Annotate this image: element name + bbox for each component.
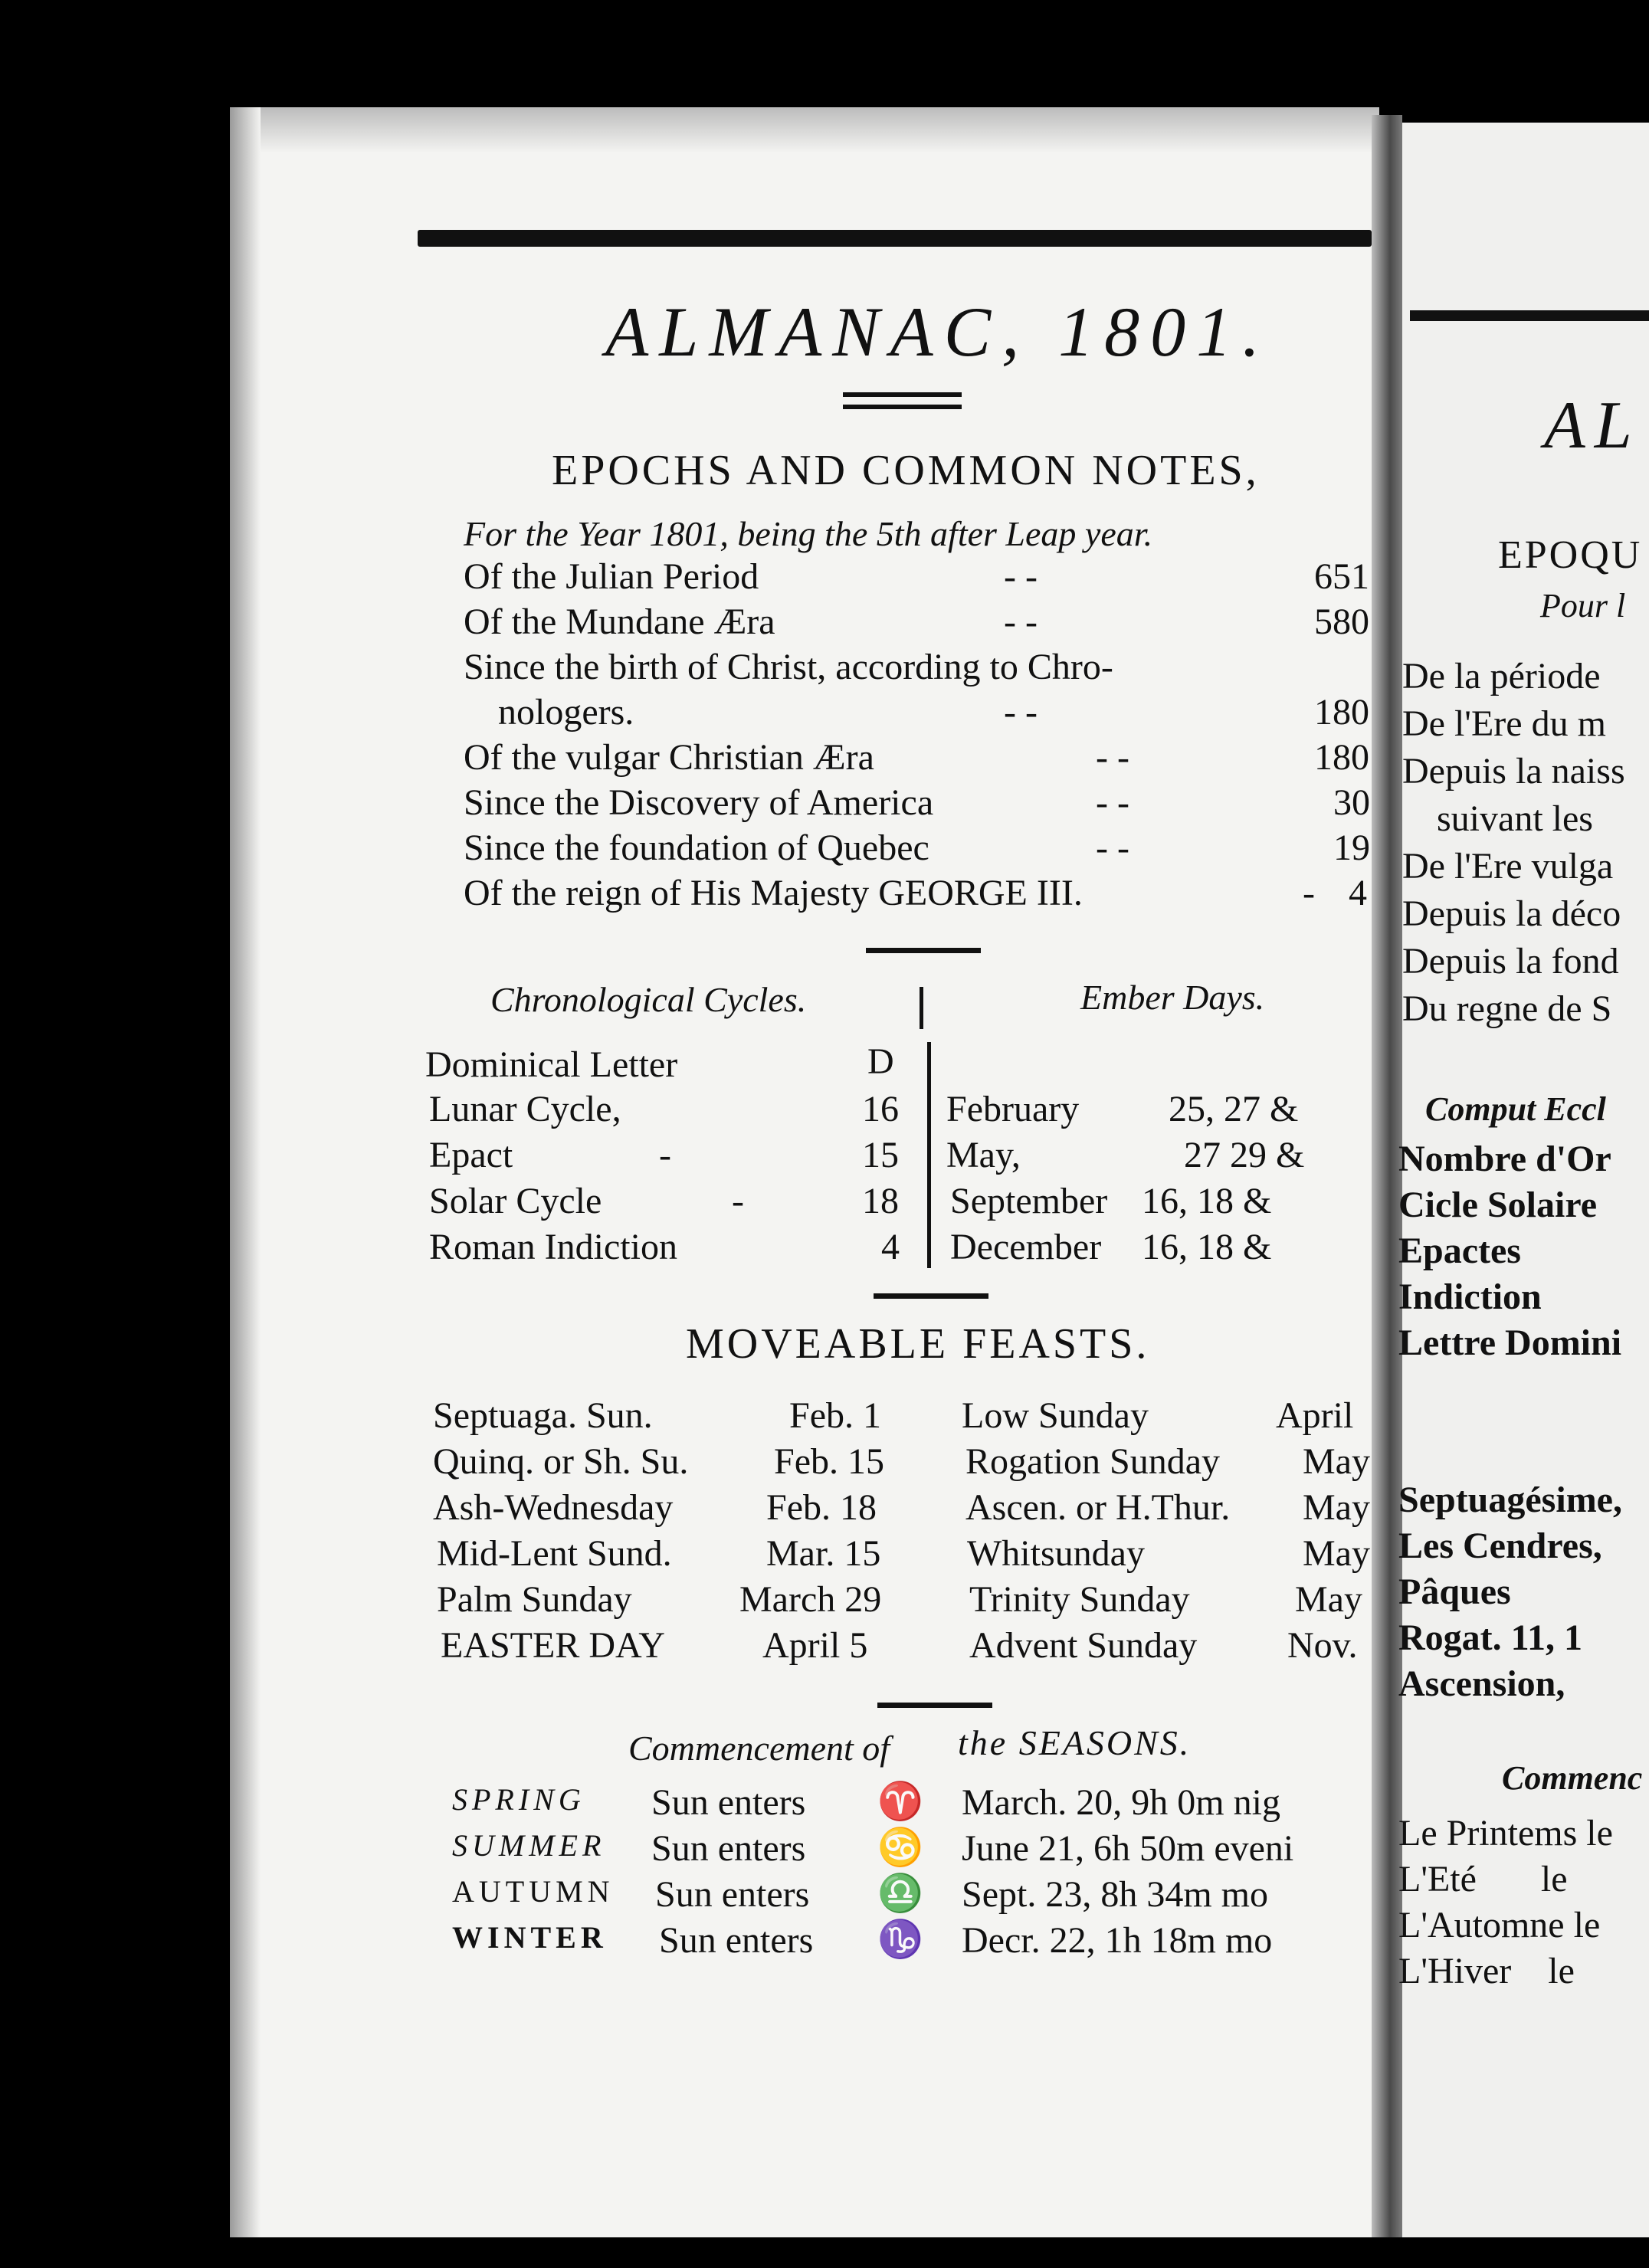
right-line: De l'Ere du m xyxy=(1402,703,1606,744)
title-double-rule-top xyxy=(843,392,962,397)
right-page-content xyxy=(1395,123,1649,2237)
epoch-label: Since the Discovery of America xyxy=(464,782,934,823)
right-line: Depuis la naiss xyxy=(1402,751,1625,792)
ember-month: February xyxy=(946,1089,1080,1129)
page-top-shadow xyxy=(230,107,1379,153)
right-season-line: Le Printems le xyxy=(1398,1813,1613,1853)
season-name: WINTER xyxy=(452,1920,608,1955)
epoch-dashes: - xyxy=(1303,873,1315,913)
ember-heading: Ember Days. xyxy=(1080,978,1265,1017)
cycle-dash: - xyxy=(732,1181,744,1221)
season-text: Sun enters xyxy=(655,1874,810,1915)
season-name: SUMMER xyxy=(452,1828,606,1863)
epochs-heading: EPOCHS AND COMMON NOTES, xyxy=(552,447,1260,494)
epoch-value: 4 xyxy=(1349,873,1367,913)
right-line: De l'Ere vulga xyxy=(1402,846,1614,887)
right-comput-line: Lettre Domini xyxy=(1398,1322,1622,1363)
right-line: suivant les xyxy=(1437,798,1593,839)
feast-name: Septuaga. Sun. xyxy=(433,1395,653,1436)
right-feast-line: Les Cendres, xyxy=(1398,1526,1602,1566)
epoch-label: Of the Julian Period xyxy=(464,556,759,597)
epoch-label: Of the Mundane Æra xyxy=(464,601,775,642)
cycle-value: 16 xyxy=(862,1089,899,1129)
cycle-value: 4 xyxy=(881,1227,900,1267)
right-line: Depuis la déco xyxy=(1402,893,1621,934)
feast-name: Palm Sunday xyxy=(437,1579,632,1620)
feast-name: Quinq. or Sh. Su. xyxy=(433,1441,689,1482)
libra-icon: ♎ xyxy=(877,1873,923,1914)
ember-days: 27 29 & xyxy=(1184,1135,1305,1175)
seasons-heading-left: Commencement of xyxy=(628,1729,890,1768)
right-line: De la période xyxy=(1402,656,1601,696)
cycle-label: Solar Cycle xyxy=(429,1181,602,1221)
feast-date: May xyxy=(1303,1487,1370,1528)
right-season-line: L'Automne le xyxy=(1398,1905,1601,1945)
right-line: Du regne de S xyxy=(1402,988,1612,1029)
cycles-divider xyxy=(927,1042,931,1268)
epoch-value: 19 xyxy=(1333,828,1370,868)
right-seasons-heading: Commenc xyxy=(1502,1759,1643,1797)
right-comput-line: Cicle Solaire xyxy=(1398,1185,1598,1225)
season-when: June 21, 6h 50m eveni xyxy=(962,1828,1294,1869)
epoch-dashes: - - xyxy=(1096,828,1129,868)
cycle-value: 18 xyxy=(862,1181,899,1221)
epoch-dashes: - - xyxy=(1004,692,1038,733)
epoch-value: 580 xyxy=(1314,601,1369,642)
feast-date: Mar. 15 xyxy=(766,1533,881,1574)
epoch-value: 180 xyxy=(1314,737,1369,778)
feast-date: April 5 xyxy=(762,1625,868,1666)
epoch-label: nologers. xyxy=(498,692,634,733)
feast-name: Advent Sunday xyxy=(969,1625,1198,1666)
cycles-divider-top xyxy=(920,987,923,1029)
cycle-value: D xyxy=(867,1041,894,1082)
season-text: Sun enters xyxy=(651,1782,806,1823)
right-title: AL xyxy=(1544,388,1641,463)
right-top-rule xyxy=(1410,310,1649,321)
feast-date: Feb. 1 xyxy=(789,1395,881,1436)
seasons-heading-right: the SEASONS. xyxy=(958,1723,1192,1762)
cancer-icon: ♋ xyxy=(877,1827,923,1868)
right-comput-line: Epactes xyxy=(1398,1231,1521,1271)
cycle-value: 15 xyxy=(862,1135,899,1175)
feast-date: Nov. xyxy=(1287,1625,1358,1666)
ember-month: September xyxy=(950,1181,1108,1221)
feast-date: May xyxy=(1295,1579,1362,1620)
ember-month: May, xyxy=(946,1135,1021,1175)
feast-date: Feb. 18 xyxy=(766,1487,877,1528)
feast-name: Low Sunday xyxy=(962,1395,1149,1436)
cycle-label: Roman Indiction xyxy=(429,1227,677,1267)
right-feast-line: Septuagésime, xyxy=(1398,1480,1622,1520)
epoch-label: Since the foundation of Quebec xyxy=(464,828,929,868)
season-name: SPRING xyxy=(452,1782,585,1817)
feast-name: EASTER DAY xyxy=(441,1625,665,1666)
ember-days: 16, 18 & xyxy=(1142,1181,1272,1221)
epoch-value: 180 xyxy=(1314,692,1369,733)
right-line: Depuis la fond xyxy=(1402,941,1619,982)
right-feast-line: Ascension, xyxy=(1398,1663,1565,1704)
feast-name: Ascen. or H.Thur. xyxy=(965,1487,1231,1528)
capricorn-icon: ♑ xyxy=(877,1919,923,1960)
epoch-dashes: - - xyxy=(1096,737,1129,778)
right-feast-line: Pâques xyxy=(1398,1572,1511,1612)
cycle-label: Lunar Cycle, xyxy=(429,1089,621,1129)
season-name: AUTUMN xyxy=(452,1874,615,1909)
page-left-shadow xyxy=(230,107,261,2237)
cycle-label: Epact xyxy=(429,1135,513,1175)
title-double-rule-bottom xyxy=(843,405,962,409)
section-divider xyxy=(866,948,981,953)
section-divider xyxy=(874,1293,988,1299)
right-subheading: Pour l xyxy=(1540,587,1626,624)
right-season-line: L'Eté le xyxy=(1398,1859,1568,1899)
season-text: Sun enters xyxy=(659,1920,814,1961)
feast-date: May xyxy=(1303,1441,1370,1482)
cycle-dash: - xyxy=(659,1135,671,1175)
feast-date: May xyxy=(1303,1533,1370,1574)
epoch-value: 651 xyxy=(1314,556,1369,597)
epoch-label: Of the reign of His Majesty GEORGE III. xyxy=(464,873,1083,913)
season-when: Sept. 23, 8h 34m mo xyxy=(962,1874,1269,1915)
epoch-dashes: - - xyxy=(1096,782,1129,823)
ember-days: 16, 18 & xyxy=(1142,1227,1272,1267)
feast-name: Trinity Sunday xyxy=(969,1579,1190,1620)
right-comput-line: Nombre d'Or xyxy=(1398,1139,1611,1179)
feasts-heading: MOVEABLE FEASTS. xyxy=(686,1320,1150,1368)
season-when: March. 20, 9h 0m nig xyxy=(962,1782,1280,1823)
cycle-label: Dominical Letter xyxy=(425,1044,678,1085)
right-comput-line: Indiction xyxy=(1398,1277,1542,1317)
epoch-dashes: - - xyxy=(1004,601,1038,642)
ember-days: 25, 27 & xyxy=(1169,1089,1299,1129)
ember-month: December xyxy=(950,1227,1102,1267)
right-heading: EPOQU xyxy=(1498,533,1643,577)
epochs-subheading: For the Year 1801, being the 5th after Leap year. xyxy=(464,514,1153,553)
epoch-label: Since the birth of Christ, according to Chro- xyxy=(464,647,1113,687)
right-feast-line: Rogat. 11, 1 xyxy=(1398,1617,1582,1658)
right-season-line: L'Hiver le xyxy=(1398,1951,1575,1991)
top-rule xyxy=(418,230,1372,247)
season-when: Decr. 22, 1h 18m mo xyxy=(962,1920,1273,1961)
right-comput-heading: Comput Eccl xyxy=(1425,1090,1606,1128)
epoch-dashes: - - xyxy=(1004,556,1038,597)
epoch-value: 30 xyxy=(1333,782,1370,823)
section-divider xyxy=(877,1703,992,1708)
feast-name: Whitsunday xyxy=(967,1533,1145,1574)
epoch-label: Of the vulgar Christian Æra xyxy=(464,737,874,778)
cycles-heading: Chronological Cycles. xyxy=(490,980,807,1019)
feast-date: April xyxy=(1276,1395,1354,1436)
page-title: ALMANAC, 1801. xyxy=(605,293,1271,371)
feast-date: March 29 xyxy=(739,1579,882,1620)
feast-name: Mid-Lent Sund. xyxy=(437,1533,672,1574)
aries-icon: ♈ xyxy=(877,1781,923,1822)
feast-name: Ash-Wednesday xyxy=(433,1487,674,1528)
season-text: Sun enters xyxy=(651,1828,806,1869)
feast-name: Rogation Sunday xyxy=(965,1441,1220,1482)
feast-date: Feb. 15 xyxy=(774,1441,884,1482)
